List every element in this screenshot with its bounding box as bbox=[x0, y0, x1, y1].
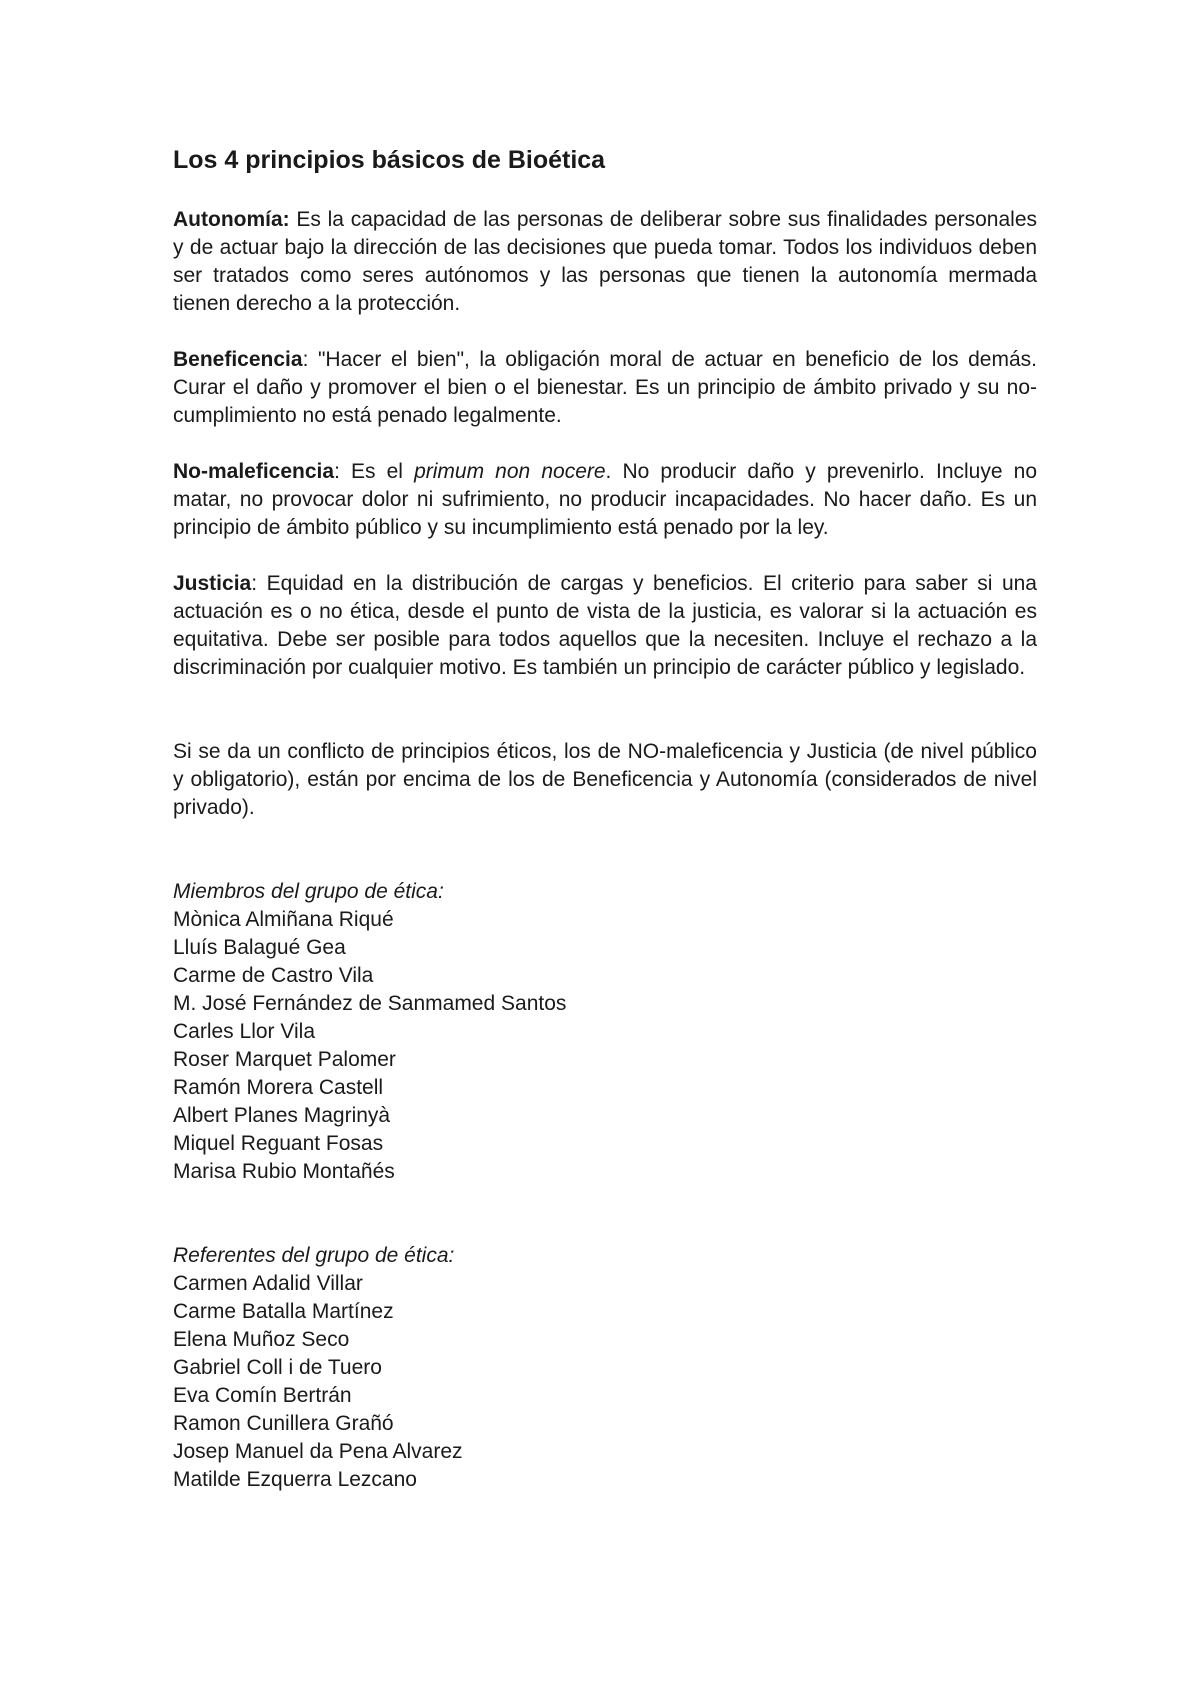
principle-autonomia bbox=[173, 206, 1037, 318]
document-title: Los 4 principios básicos de Bioética bbox=[173, 146, 606, 174]
document-page bbox=[173, 140, 1037, 1494]
member-name: Lluís Balagué Gea bbox=[173, 936, 346, 959]
principle-text: : Equidad en la distribución de cargas y beneficios. El criterio para saber si una actuación es o no ética, desde el punto de vista de la justicia, es valorar si la actuación es equitativa. Debe ser posible para todos aquellos que la necesiten. Incluye el rechazo a la discriminación por cualquier motivo. Es también un principio de carácter público y legislado. bbox=[173, 572, 1037, 679]
principle-justicia bbox=[173, 570, 1037, 682]
referent-name: Josep Manuel da Pena Alvarez bbox=[173, 1440, 463, 1463]
referents-list bbox=[173, 1270, 1037, 1494]
principle-term: Beneficencia bbox=[173, 348, 303, 371]
principle-term: No-maleficencia bbox=[173, 460, 335, 483]
referent-name: Carme Batalla Martínez bbox=[173, 1300, 394, 1323]
principle-text: . No producir daño y prevenirlo. Incluye no matar, no provocar dolor ni sufrimiento, no producir incapacidades. No hacer daño. Es un principio de ámbito público y su incumplimiento está penado por la ley. bbox=[173, 460, 1037, 539]
principle-text: : Es el bbox=[334, 460, 415, 483]
member-name: Miquel Reguant Fosas bbox=[173, 1132, 384, 1155]
principle-text: Es la capacidad de las personas de deliberar sobre sus finalidades personales y de actuar bajo la dirección de las decisiones que pueda tomar. Todos los individuos deben ser tratados como seres autónomos y las personas que tienen la autonomía mermada tienen derecho a la protección. bbox=[173, 208, 1037, 315]
referent-name: Gabriel Coll i de Tuero bbox=[173, 1356, 382, 1379]
member-name: Carme de Castro Vila bbox=[173, 964, 374, 987]
principle-text: : "Hacer el bien", la obligación moral de actuar en beneficio de los demás. Curar el daño y promover el bien o el bienestar. Es un principio de ámbito privado y su no-cumplimiento no está penado legalmente. bbox=[173, 348, 1037, 427]
member-name: Mònica Almiñana Riqué bbox=[173, 908, 394, 931]
member-name: Albert Planes Magrinyà bbox=[173, 1104, 391, 1127]
member-name: Marisa Rubio Montañés bbox=[173, 1160, 395, 1183]
principle-emphasis: primum non nocere bbox=[414, 460, 606, 483]
referent-name: Ramon Cunillera Grañó bbox=[173, 1412, 394, 1435]
member-name: Ramón Morera Castell bbox=[173, 1076, 384, 1099]
principle-no-maleficencia bbox=[173, 458, 1037, 542]
member-name: Roser Marquet Palomer bbox=[173, 1048, 396, 1071]
member-name: M. José Fernández de Sanmamed Santos bbox=[173, 992, 567, 1015]
member-name: Carles Llor Vila bbox=[173, 1020, 316, 1043]
referents-heading: Referentes del grupo de ética: bbox=[173, 1244, 455, 1267]
principle-term: Justicia bbox=[173, 572, 252, 595]
members-heading: Miembros del grupo de ética: bbox=[173, 880, 444, 903]
members-list bbox=[173, 906, 1037, 1186]
principle-beneficencia bbox=[173, 346, 1037, 430]
referent-name: Carmen Adalid Villar bbox=[173, 1272, 363, 1295]
referent-name: Eva Comín Bertrán bbox=[173, 1384, 352, 1407]
referent-name: Matilde Ezquerra Lezcano bbox=[173, 1468, 417, 1491]
referent-name: Elena Muñoz Seco bbox=[173, 1328, 350, 1351]
conflict-note: Si se da un conflicto de principios éticos, los de NO-maleficencia y Justicia (de nivel público y obligatorio), están por encima de los de Beneficencia y Autonomía (considerados de nivel privado). bbox=[173, 740, 1037, 819]
principle-term: Autonomía: bbox=[173, 208, 290, 231]
